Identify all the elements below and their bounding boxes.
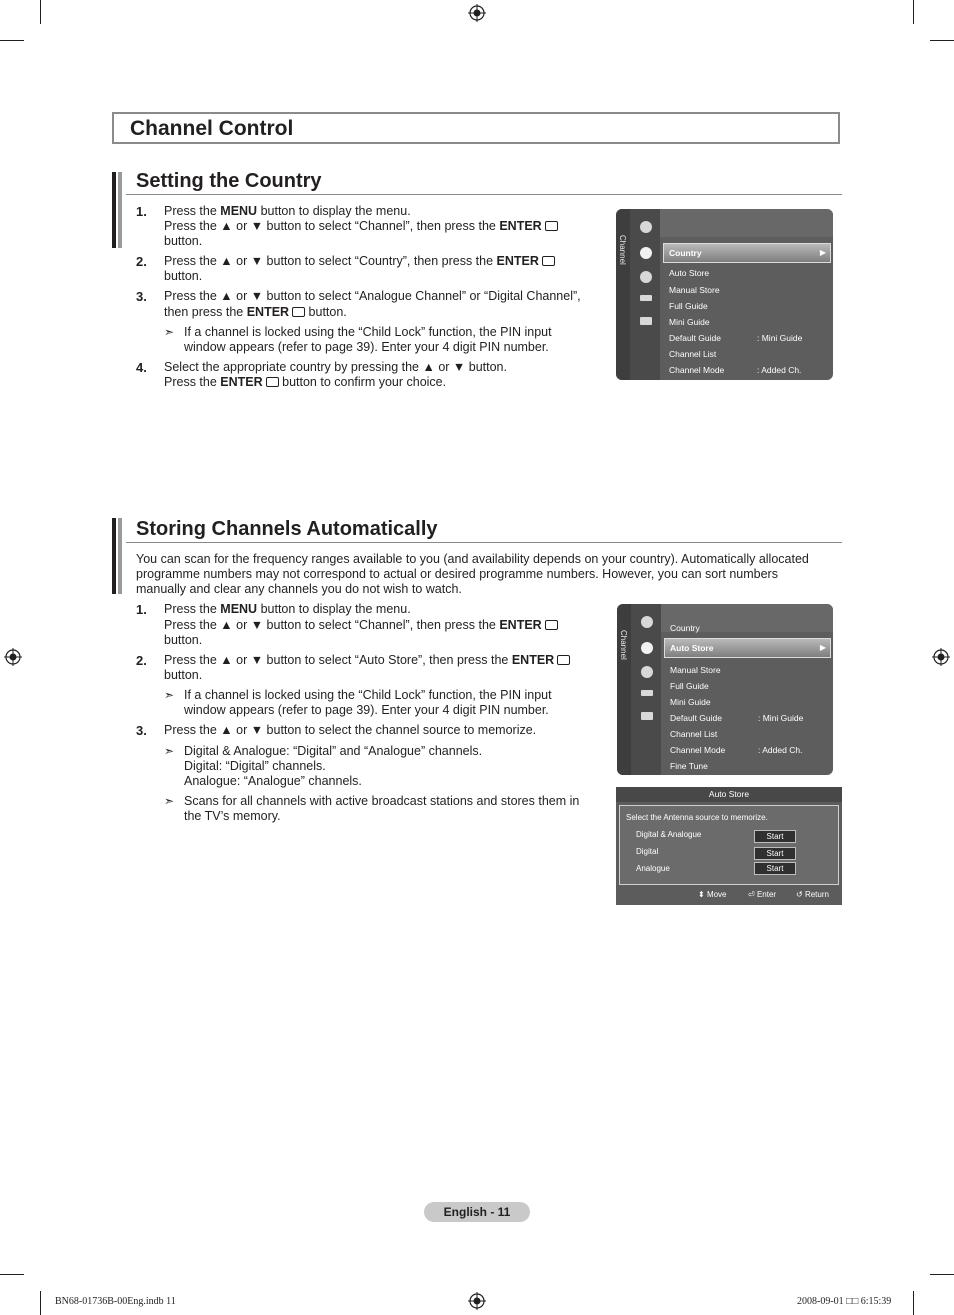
step-text: button. bbox=[164, 269, 203, 283]
menu-item[interactable]: Fine Tune bbox=[670, 761, 708, 771]
crop-mark bbox=[930, 1274, 954, 1275]
step-number: 1. bbox=[136, 602, 147, 617]
up-down-icon: ⬍ bbox=[698, 890, 705, 899]
menu-side-label: Channel bbox=[618, 235, 627, 265]
file-slug: BN68-01736B-00Eng.indb 11 bbox=[55, 1296, 176, 1307]
page-title: Channel Control bbox=[130, 117, 294, 140]
note-text: the TV’s memory. bbox=[184, 809, 281, 823]
menu-item-value: : Added Ch. bbox=[757, 365, 802, 375]
menu-item[interactable]: Channel List bbox=[670, 729, 718, 739]
step-text: Press the ENTER button to confirm your choice. bbox=[164, 375, 447, 389]
note-text: If a channel is locked using the “Child Lock” function, the PIN input bbox=[184, 325, 552, 339]
step-text: button. bbox=[164, 668, 203, 682]
section-bar bbox=[118, 172, 122, 248]
channel-menu-screenshot bbox=[617, 604, 833, 775]
start-button[interactable]: Start bbox=[754, 847, 796, 860]
menu-item-auto-store[interactable]: Auto Store ▶ bbox=[664, 638, 831, 658]
section-title: Storing Channels Automatically bbox=[136, 518, 438, 540]
step-text: Press the MENU button to display the menu. bbox=[164, 602, 411, 616]
menu-side-label: Channel bbox=[619, 630, 628, 660]
section-rule bbox=[126, 542, 842, 543]
enter-icon bbox=[557, 655, 570, 665]
step-text: Press the ▲ or ▼ button to select “Country”, then press the ENTER bbox=[164, 254, 555, 269]
step-number: 3. bbox=[136, 289, 147, 304]
channel-icon bbox=[641, 642, 653, 654]
menu-item-value: : Added Ch. bbox=[758, 745, 803, 755]
channel-icon bbox=[640, 247, 652, 259]
crop-mark bbox=[0, 1274, 24, 1275]
menu-item[interactable]: Mini Guide bbox=[669, 317, 710, 327]
option-label: Digital & Analogue bbox=[636, 830, 702, 839]
input-icon bbox=[640, 295, 652, 301]
registration-mark-icon bbox=[932, 648, 950, 666]
intro-text: You can scan for the frequency ranges available to you (and availability depends on your country). Automatically allocated bbox=[136, 552, 809, 566]
application-icon bbox=[641, 712, 653, 720]
picture-icon bbox=[640, 221, 652, 233]
menu-item[interactable]: Mini Guide bbox=[670, 697, 711, 707]
menu-item-country[interactable]: Country bbox=[670, 623, 700, 633]
menu-item-value: : Mini Guide bbox=[758, 713, 804, 723]
step-text: button. bbox=[164, 234, 203, 248]
section-bar bbox=[118, 518, 122, 594]
setup-gear-icon bbox=[640, 271, 652, 283]
dialog-title: Auto Store bbox=[616, 787, 842, 802]
registration-mark-icon bbox=[468, 4, 486, 22]
step-number: 3. bbox=[136, 723, 147, 738]
note-arrow-icon: ➣ bbox=[164, 325, 175, 339]
step-number: 2. bbox=[136, 254, 147, 269]
menu-item[interactable]: Full Guide bbox=[670, 681, 709, 691]
menu-top-band bbox=[660, 209, 833, 237]
section-bar bbox=[112, 172, 116, 248]
note-text: Digital: “Digital” channels. bbox=[184, 759, 326, 773]
enter-icon bbox=[545, 221, 558, 231]
application-icon bbox=[640, 317, 652, 325]
start-button[interactable]: Start bbox=[754, 862, 796, 875]
date-slug: 2008-09-01 □□ 6:15:39 bbox=[797, 1296, 892, 1307]
menu-item[interactable]: Channel List bbox=[669, 349, 717, 359]
right-arrow-icon: ▶ bbox=[819, 248, 826, 257]
return-hint: ↺ Return bbox=[796, 890, 829, 899]
option-label: Analogue bbox=[636, 864, 670, 873]
menu-item-country[interactable]: Country ▶ bbox=[663, 243, 831, 263]
step-text: Press the ▲ or ▼ button to select “Channel”, then press the ENTER bbox=[164, 219, 558, 234]
picture-icon bbox=[641, 616, 653, 628]
menu-item[interactable]: Default Guide bbox=[670, 713, 722, 723]
section-rule bbox=[126, 194, 842, 195]
note-text: Scans for all channels with active broadcast stations and stores them in bbox=[184, 794, 580, 808]
menu-item[interactable]: Manual Store bbox=[670, 665, 721, 675]
section-bar bbox=[112, 518, 116, 594]
right-arrow-icon: ▶ bbox=[819, 643, 826, 652]
menu-item[interactable]: Manual Store bbox=[669, 285, 720, 295]
menu-item[interactable]: Channel Mode bbox=[670, 745, 726, 755]
note-text: Digital & Analogue: “Digital” and “Analogue” channels. bbox=[184, 744, 483, 758]
dialog-body bbox=[619, 805, 839, 885]
enter-icon: ⏎ bbox=[748, 890, 755, 899]
step-text: Press the MENU button to display the menu. bbox=[164, 204, 411, 218]
note-text: window appears (refer to page 39). Enter your 4 digit PIN number. bbox=[184, 340, 549, 354]
enter-icon bbox=[542, 256, 555, 266]
crop-mark bbox=[40, 1291, 41, 1315]
step-text: Press the ▲ or ▼ button to select “Auto Store”, then press the ENTER bbox=[164, 653, 570, 668]
note-text: Analogue: “Analogue” channels. bbox=[184, 774, 362, 788]
enter-icon bbox=[292, 307, 305, 317]
registration-mark-icon bbox=[4, 648, 22, 666]
crop-mark bbox=[0, 40, 24, 41]
page-number-label: English - 11 bbox=[424, 1202, 530, 1222]
menu-item[interactable]: Default Guide bbox=[669, 333, 721, 343]
menu-item[interactable]: Channel Mode bbox=[669, 365, 725, 375]
channel-menu-screenshot bbox=[616, 209, 833, 380]
crop-mark bbox=[40, 0, 41, 24]
intro-text: manually and clear any channels you do not wish to watch. bbox=[136, 582, 462, 596]
note-arrow-icon: ➣ bbox=[164, 794, 175, 808]
section-title: Setting the Country bbox=[136, 170, 322, 192]
note-text: window appears (refer to page 39). Enter your 4 digit PIN number. bbox=[184, 703, 549, 717]
option-label: Digital bbox=[636, 847, 659, 856]
step-number: 1. bbox=[136, 204, 147, 219]
crop-mark bbox=[913, 0, 914, 24]
registration-mark-icon bbox=[468, 1292, 486, 1310]
enter-hint: ⏎ Enter bbox=[748, 890, 777, 899]
step-text: Select the appropriate country by pressing the ▲ or ▼ button. bbox=[164, 360, 507, 374]
crop-mark bbox=[913, 1291, 914, 1315]
step-text: Press the ▲ or ▼ button to select the channel source to memorize. bbox=[164, 723, 537, 737]
input-icon bbox=[641, 690, 653, 696]
enter-icon bbox=[545, 620, 558, 630]
return-icon: ↺ bbox=[796, 890, 803, 899]
step-number: 2. bbox=[136, 653, 147, 668]
auto-store-dialog bbox=[616, 787, 842, 905]
page-title-box bbox=[112, 112, 840, 144]
step-text: Press the ▲ or ▼ button to select “Channel”, then press the ENTER bbox=[164, 618, 558, 633]
intro-text: programme numbers may not correspond to actual or desired programme numbers. However, you can sort numbers bbox=[136, 567, 778, 581]
note-arrow-icon: ➣ bbox=[164, 744, 175, 758]
note-arrow-icon: ➣ bbox=[164, 688, 175, 702]
note-text: If a channel is locked using the “Child Lock” function, the PIN input bbox=[184, 688, 552, 702]
enter-icon bbox=[266, 377, 279, 387]
step-text: Press the ▲ or ▼ button to select “Analogue Channel” or “Digital Channel”, bbox=[164, 289, 581, 303]
menu-item-value: : Mini Guide bbox=[757, 333, 803, 343]
dialog-prompt: Select the Antenna source to memorize. bbox=[626, 813, 768, 822]
step-text: then press the ENTER button. bbox=[164, 305, 347, 319]
step-number: 4. bbox=[136, 360, 147, 375]
menu-item[interactable]: Full Guide bbox=[669, 301, 708, 311]
setup-gear-icon bbox=[641, 666, 653, 678]
step-text: button. bbox=[164, 633, 203, 647]
crop-mark bbox=[930, 40, 954, 41]
move-hint: ⬍ Move bbox=[698, 890, 727, 899]
start-button[interactable]: Start bbox=[754, 830, 796, 843]
menu-item[interactable]: Auto Store bbox=[669, 268, 710, 278]
